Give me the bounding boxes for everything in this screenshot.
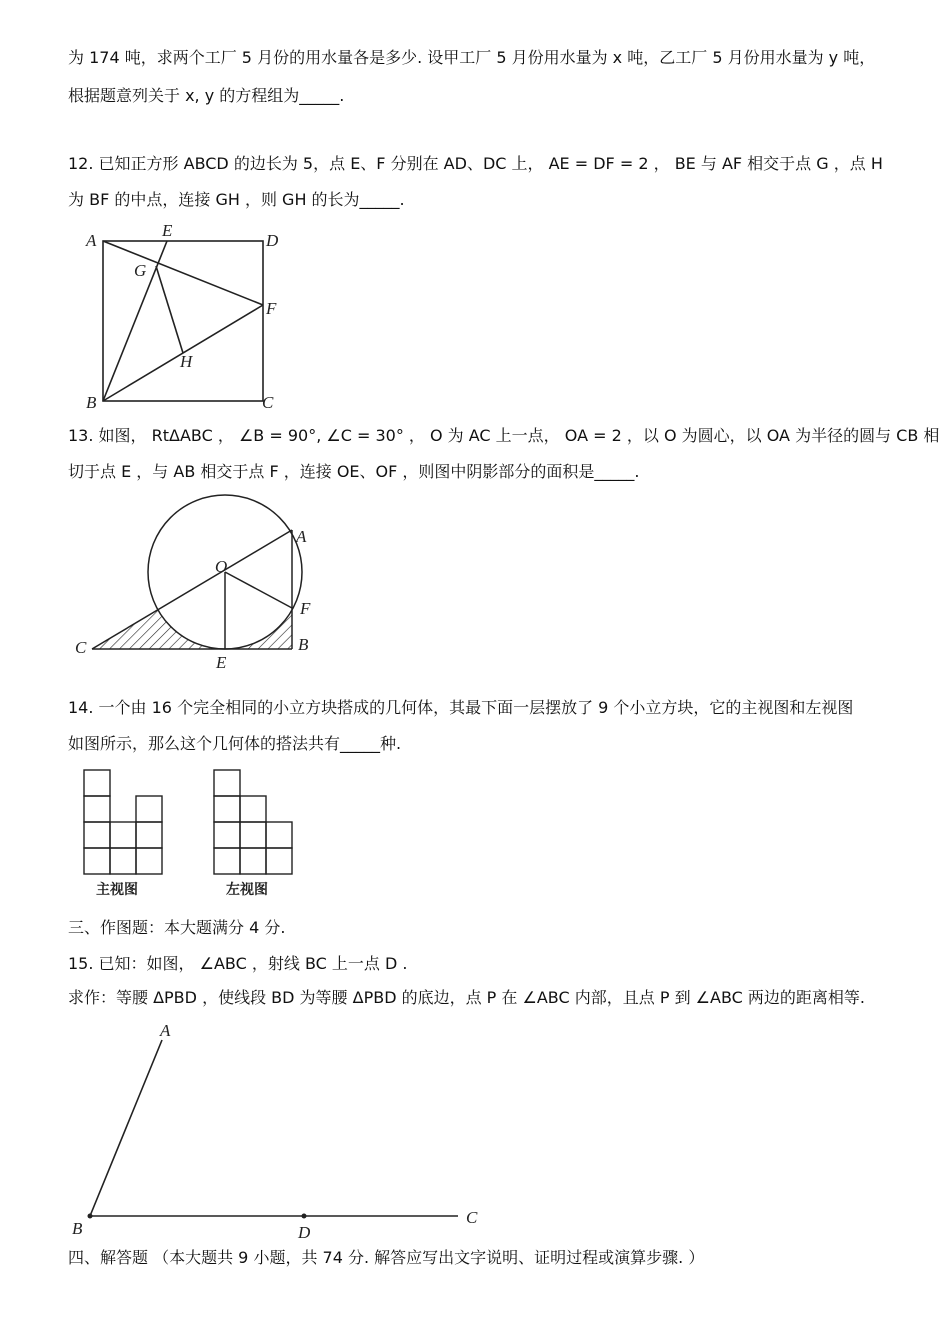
q14-line1: 14. 一个由 16 个完全相同的小立方块搭成的几何体，其最下面一层摆放了 9 个小立方块，它的主视图和左视图 — [68, 698, 854, 717]
segment-of — [225, 572, 292, 608]
q11-line2: 根据题意列关于 x, y 的方程组为_____. — [68, 86, 345, 105]
label-e: E — [216, 653, 227, 670]
segment-ca — [92, 530, 292, 649]
label-c: C — [466, 1208, 478, 1227]
q12-line1: 12. 已知正方形 ABCD 的边长为 5，点 E、F 分别在 AD、DC 上， AE = DF = 2 ， BE 与 AF 相交于点 G ，点 H — [68, 154, 883, 173]
label-f: F — [300, 599, 311, 618]
q13-line1: 13. 如图， RtΔABC ， ∠B = 90°, ∠C = 30° ， O 为 AC 上一点， OA = 2 ，以 O 为圆心，以 OA 为半径的圆与 CB 相 — [68, 426, 940, 445]
label-c: C — [75, 638, 87, 657]
label-d: D — [266, 231, 279, 250]
label-b: B — [86, 393, 97, 412]
segment-gh — [156, 266, 183, 353]
point-b — [88, 1214, 93, 1219]
left-view-caption: 左视图 — [226, 882, 268, 898]
label-a: A — [160, 1021, 171, 1040]
label-g: G — [134, 261, 147, 280]
q12-line2: 为 BF 的中点，连接 GH ，则 GH 的长为_____. — [68, 190, 405, 209]
left-view — [214, 770, 292, 874]
section3-heading: 三、作图题：本大题满分 4 分. — [68, 918, 286, 937]
q12-square-figure — [80, 222, 300, 414]
label-a: A — [296, 527, 307, 546]
label-e: E — [162, 222, 173, 240]
point-d — [302, 1214, 307, 1219]
q15-line2: 求作：等腰 ΔPBD ，使线段 BD 为等腰 ΔPBD 的底边，点 P 在 ∠ABC 内部，且点 P 到 ∠ABC 两边的距离相等. — [68, 988, 865, 1007]
square-abcd — [103, 241, 263, 401]
label-c: C — [262, 393, 274, 412]
q13-line2: 切于点 E ，与 AB 相交于点 F ，连接 OE、OF ，则图中阴影部分的面积是_____. — [68, 462, 640, 481]
front-view-caption: 主视图 — [96, 882, 138, 898]
q11-line1: 为 174 吨，求两个工厂 5 月份的用水量各是多少. 设甲工厂 5 月份用水量为 x 吨，乙工厂 5 月份用水量为 y 吨， — [68, 48, 876, 67]
label-a: A — [86, 231, 97, 250]
section4-heading: 四、解答题 （本大题共 9 小题，共 74 分. 解答应写出文字说明、证明过程或演算步骤. ） — [68, 1248, 705, 1267]
label-d: D — [298, 1223, 311, 1242]
q14-views-figure — [78, 764, 308, 904]
q15-angle-figure — [66, 1020, 496, 1242]
segment-af — [103, 241, 263, 305]
q13-circle-figure — [70, 490, 330, 670]
front-view — [84, 770, 162, 874]
ray-ba — [90, 1040, 162, 1216]
label-o: O — [215, 557, 228, 576]
label-b: B — [298, 635, 309, 654]
label-h: H — [180, 352, 193, 371]
q15-line1: 15. 已知：如图， ∠ABC ，射线 BC 上一点 D . — [68, 954, 408, 973]
label-b: B — [72, 1219, 83, 1238]
label-f: F — [266, 299, 277, 318]
q14-line2: 如图所示，那么这个几何体的搭法共有_____种. — [68, 734, 402, 753]
